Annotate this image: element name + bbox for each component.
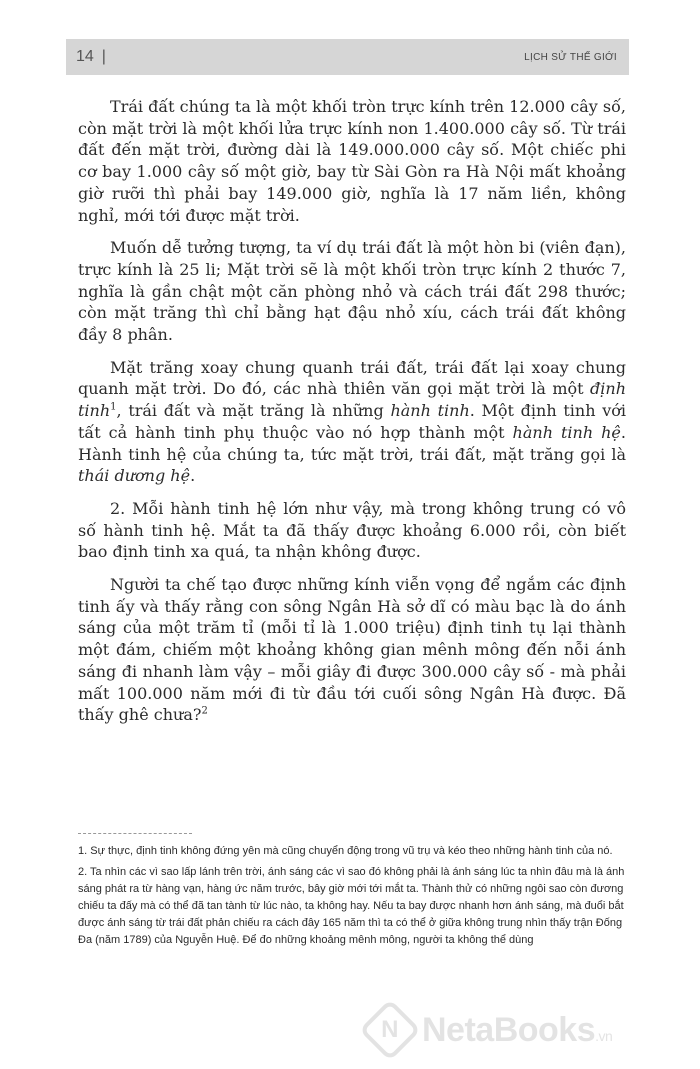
- term-thai-duong-he: thái dương hệ: [78, 466, 191, 486]
- footnote-ref-1: 1: [110, 401, 117, 413]
- watermark-text: [422, 1011, 612, 1050]
- watermark-suffix: .vn: [595, 1027, 613, 1044]
- footnote-2: 2. Ta nhìn các vì sao lấp lánh trên trời, ánh sáng các vì sao đó không phải là ánh sáng lúc ta nhìn đâu mà là ánh sáng phát ra từ hàng vạn, hàng ức năm trước, bây giờ mới tới mắt ta. Thành thử có những ngôi sao còn đương chiếu ta đấy mà có thể đã tan tành từ lúc nào, ta không hay. Nếu ta bay được nhanh hơn ánh sáng, mà đuổi bắt được ánh sáng từ trái đất phản chiếu ra cách đây 165 năm thì ta có thể ở giữa không trung nhìn thấy trận Đống Đa (năm 1789) của Nguyễn Huệ. Để đo những khoảng mênh mông, người ta không thể dùng: [78, 866, 625, 946]
- footnote-1: 1. Sự thực, định tinh không đứng yên mà cũng chuyển động trong vũ trụ và kéo theo những hành tinh của nó.: [78, 845, 613, 857]
- p3-text-c: . Một định tinh với tất cả hành tinh phụ thuộc vào nó hợp thành một: [78, 401, 626, 442]
- p3-text-a: Mặt trăng xoay chung quanh trái đất, trái đất lại xoay chung quanh mặt trời. Do đó, các nhà thiên văn gọi mặt trời là một: [78, 357, 626, 399]
- p3-text-b: , trái đất và mặt trăng là những: [116, 401, 391, 421]
- term-hanh-tinh: hành tinh: [390, 401, 470, 421]
- watermark: [368, 1000, 612, 1060]
- watermark-brand: NetaBooks: [422, 1010, 596, 1049]
- p3-text-e: .: [190, 466, 196, 486]
- footnote-ref-2: 2: [201, 705, 208, 717]
- paragraph-1: Trái đất chúng ta là một khối tròn trực kính trên 12.000 cây số, còn mặt trời là một khối lửa trực kính non 1.400.000 cây số. Từ trái đất đến mặt trời, đường dài là 149.000.000 cây số. Một chiếc phi cơ bay 1.000 cây số một giờ, bay từ Sài Gòn ra Hà Nội mất khoảng giờ rưỡi thì phải bay 149.000 giờ, nghĩa là 17 năm liền, không nghỉ, mới tới được mặt trời.: [78, 97, 626, 225]
- body-text: [78, 96, 626, 737]
- logo-letter: N: [381, 1016, 399, 1043]
- paragraph-2: Muốn dễ tưởng tượng, ta ví dụ trái đất là một hòn bi (viên đạn), trực kính là 25 li; Mặt trời sẽ là một khối tròn trực kính 2 thước 7, nghĩa là gần chật một căn phòng nhỏ và cách trái đất 298 thước; còn mặt trăng thì chỉ bằng hạt đậu nhỏ xíu, cách trái đất không đầy 8 phân.: [78, 238, 626, 345]
- paragraph-4: 2. Mỗi hành tinh hệ lớn như vậy, mà trong không trung có vô số hành tinh hệ. Mắt ta đã thấy được khoảng 6.000 rồi, còn biết bao định tinh xa quá, ta nhận không được.: [78, 498, 626, 562]
- netabooks-logo-icon: [359, 999, 421, 1061]
- paragraph-3: [78, 357, 626, 487]
- page-header: [66, 39, 629, 75]
- term-hanh-tinh-he: hành tinh hệ: [512, 422, 621, 442]
- term-dinh-tinh: định tinh: [78, 379, 626, 421]
- p3-text-d: . Hành tinh hệ của chúng ta, tức mặt trời, trái đất, mặt trăng gọi là: [78, 422, 626, 464]
- page-number: 14: [76, 48, 94, 65]
- paragraph-5: [78, 574, 626, 726]
- p5-text: Người ta chế tạo được những kính viễn vọng để ngắm các định tinh ấy và thấy rằng con sông Ngân Hà sở dĩ có màu bạc là do ánh sáng của một trăm tỉ (mỗi tỉ là 1.000 triệu) định tinh tụ lại thành một đám, chiếm một khoảng không gian mênh mông đến nỗi ánh sáng đi nhanh làm vậy – mỗi giây đi được 300.000 cây số - mà phải mất 100.000 năm mới đi từ đầu tới cuối sông Ngân Hà được. Đã thấy ghê chưa?: [78, 575, 626, 725]
- footnote-divider: [78, 833, 192, 834]
- running-title: LỊCH SỬ THẾ GIỚI: [524, 51, 617, 63]
- header-separator: |: [101, 48, 106, 65]
- footnotes: [78, 843, 626, 953]
